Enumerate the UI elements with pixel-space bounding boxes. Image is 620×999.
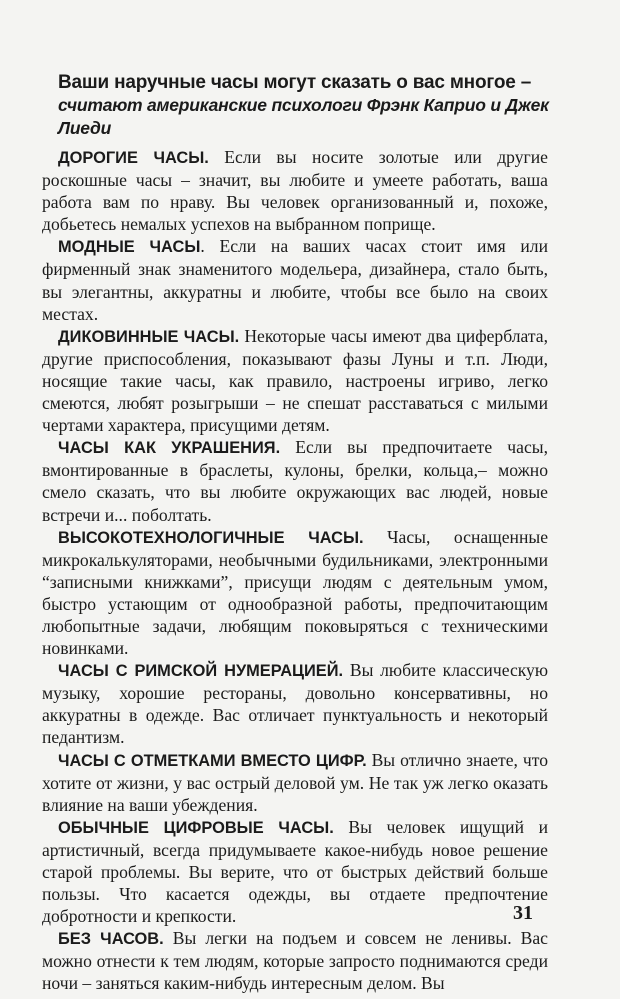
paragraph-text: Вы любите классическую музыку, хорошие рестораны, довольно консервативны, но аккуратны в одежде. Вас отличает пунктуальность и некоторый педантизм. [42,660,548,748]
term: ЧАСЫ С РИМСКОЙ НУМЕРАЦИЕЙ. [58,662,344,681]
paragraph-fashion-watch [42,235,548,324]
paragraph-text: . Если на ваших часах стоит имя или фирменный знак знаменитого модельера, дизайнера, стало быть, вы элегантны, аккуратны и любите, чтобы все было на своих местах. [42,236,549,324]
page-number: 31 [513,902,533,924]
article-body [42,146,548,995]
paragraph-text: Вы человек ищущий и артистичный, всегда придумываете какое-нибудь новое решение старой проблемы. Вы верите, что от быстрых действий больше пользы. Что касается одежды, вы отдаете предпочтение добротности и крепкости. [42,816,548,927]
paragraph-text: Некоторые часы имеют два циферблата, другие приспособления, показывают фазы Луны и т.п. Люди, носящие такие часы, как правило, настроены игриво, легко смеются, любят розыгрыши – не спешат расставаться с милыми чертами характера, присущими детям. [42,325,548,436]
heading-main: Ваши наручные часы могут сказать о вас многое [58,72,516,93]
term: МОДНЫЕ ЧАСЫ [58,238,201,257]
paragraph-jewelry-watch [42,436,548,525]
term: ОБЫЧНЫЕ ЦИФРОВЫЕ ЧАСЫ. [58,818,334,837]
article-heading [58,72,558,140]
paragraph-curious-watch [42,325,548,436]
paragraph-digital-watch [42,816,548,927]
paragraph-text: Если вы предпочитаете часы, вмонтированные в браслеты, кулоны, брелки, кольца,– можно смело сказать, что вы любите окружающих вас людей, новые встречи и... поболтать. [42,437,548,525]
heading-dash: – [515,72,532,93]
heading-subtitle: считают американские психологи Фрэнк Каприо и Джек Лиеди [58,95,549,138]
paragraph-roman-watch [42,659,548,748]
term: БЕЗ ЧАСОВ. [58,930,164,949]
paragraph-no-watch [42,927,548,994]
paragraph-text: Вы отлично знаете, что хотите от жизни, у вас острый деловой ум. Не так уж легко оказать влияние на ваши убеждения. [42,749,548,815]
paragraph-expensive-watch [42,146,548,235]
paragraph-text: Если вы носите золотые или другие роскошные часы – значит, вы любите и умеете работать, ваша работа вам по нраву. Вы человек организованный и, похоже, добьетесь немалых успехов на выбранном поприще. [42,147,548,235]
term: ЧАСЫ С ОТМЕТКАМИ ВМЕСТО ЦИФР. [58,751,367,770]
term: ДОРОГИЕ ЧАСЫ. [58,149,209,167]
term: ЧАСЫ КАК УКРАШЕНИЯ. [58,439,281,458]
term: ВЫСОКОТЕХНОЛОГИЧНЫЕ ЧАСЫ. [58,528,364,547]
term: ДИКОВИННЫЕ ЧАСЫ. [58,327,240,346]
paragraph-text: Часы, оснащенные микрокалькуляторами, необычными будильниками, электронными “записными книжками”, присущи людям с деятельным умом, быстро устающим от однообразной работы, предпочитающим любопытные задачи, любящим поковыряться с техническими новинками. [42,526,548,659]
paragraph-hightech-watch [42,526,548,660]
paragraph-marks-watch [42,749,548,816]
paragraph-text: Вы легки на подъем и совсем не ленивы. Вас можно отнести к тем людям, которые запросто поднимаются среди ночи – заняться каким-нибудь интересным делом. Вы [42,928,548,994]
